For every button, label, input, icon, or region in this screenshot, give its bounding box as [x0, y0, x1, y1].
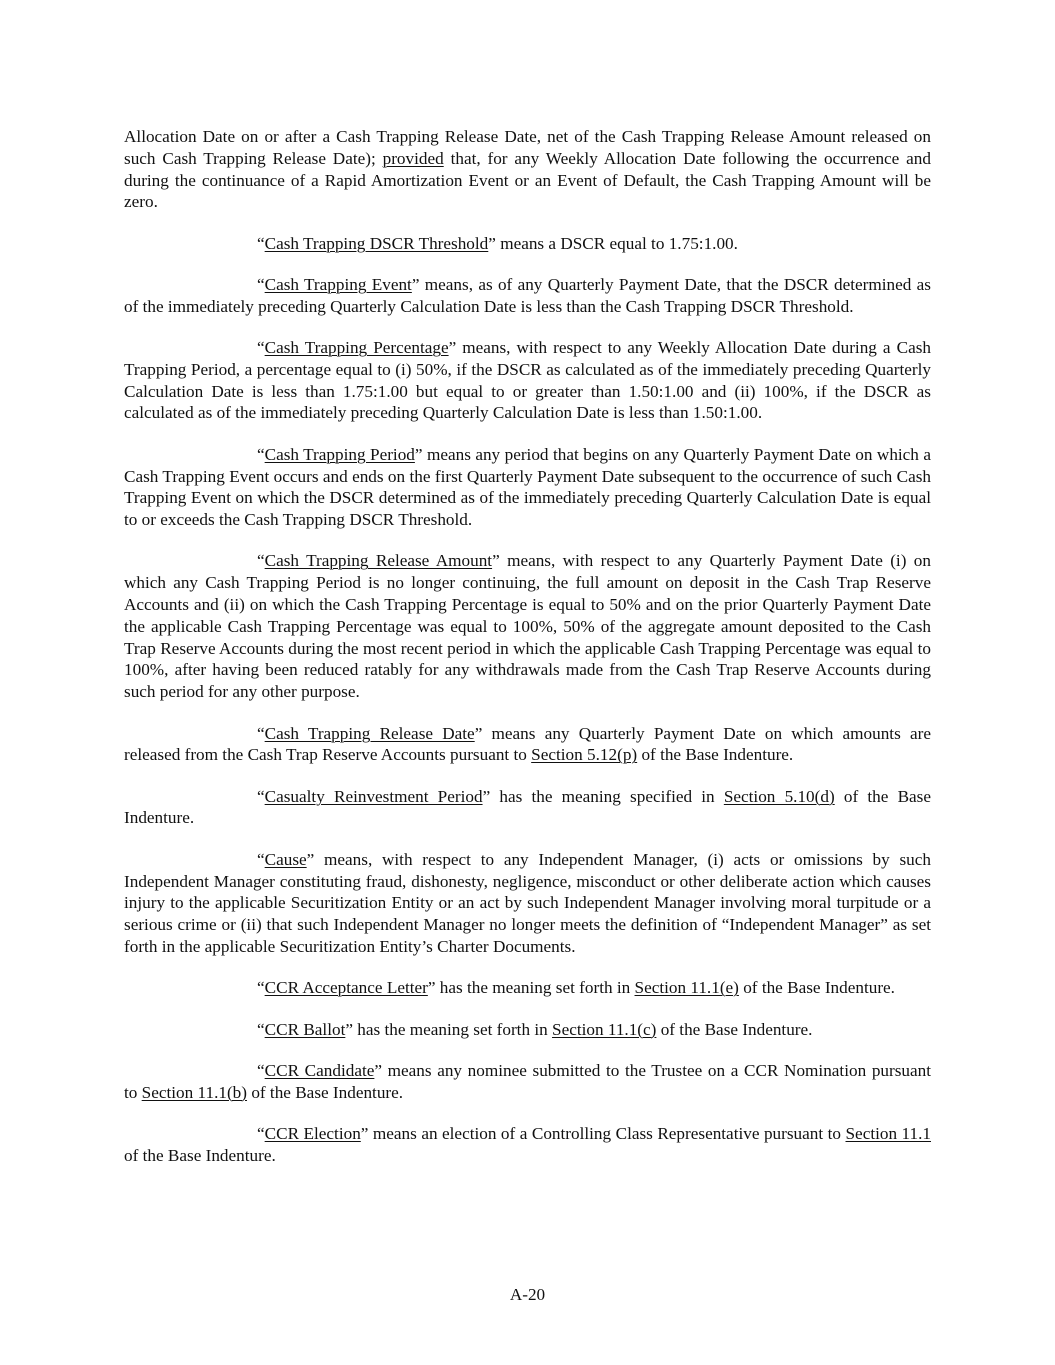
text-run: “	[257, 786, 265, 806]
definition-cash-trapping-release-amount	[124, 550, 931, 703]
text-run: of the Base Indenture.	[637, 745, 794, 765]
definition-cash-trapping-period	[124, 444, 931, 531]
text-run: “	[257, 338, 265, 358]
underlined-term: Cash Trapping Release Amount	[264, 551, 493, 571]
text-run: “	[257, 1123, 265, 1143]
text-run: of the Base Indenture.	[124, 1145, 276, 1165]
underlined-term: Cause	[264, 849, 307, 869]
underlined-term: Cash Trapping Period	[264, 444, 415, 464]
text-run: “	[257, 444, 265, 464]
underlined-term: Cash Trapping Event	[264, 274, 412, 294]
underlined-term: CCR Election	[264, 1123, 361, 1143]
text-run: ” means any nominee submitted to the Trustee on a CCR Nomination pursuant to	[124, 1060, 932, 1102]
text-run: ” means, with respect to any Quarterly Payment Date (i) on which any Cash Trapping Period is no longer continuing, the full amount on deposit in the Cash Trap Reserve Accounts and (ii) on which the Cash Trapping Percentage is equal to 50% and on the prior Quarterly Payment Date the applicable Cash Trapping Percentage was equal to 100%, 50% of the aggregate amount deposited to the Cash Trap Reserve Accounts during the most recent period in which the applicable Cash Trapping Percentage was equal to 100%, after having been reduced ratably for any withdrawals made from the Cash Trap Reserve Accounts during such period for any other purpose.	[124, 551, 931, 702]
text-run: “	[257, 551, 265, 571]
page-number: A-20	[509, 1285, 546, 1304]
text-run: ” means, as of any Quarterly Payment Date, that the DSCR determined as of the immediately preceding Quarterly Calculation Date is less than the Cash Trapping DSCR Threshold.	[124, 274, 932, 316]
text-run: ” means, with respect to any Weekly Allocation Date during a Cash Trapping Period, a percentage equal to (i) 50%, if the DSCR as calculated as of the immediately preceding Quarterly Calculation Date is less than 1.75:1.00 but equal to or greater than 1.50:1.00 and (ii) 100%, if the DSCR as calculated as of the immediately preceding Quarterly Calculation Date is less than 1.50:1.00.	[124, 338, 931, 423]
text-run: of the Base Indenture.	[738, 978, 895, 998]
definition-cause	[124, 849, 931, 958]
underlined-term: Section 11.1	[845, 1123, 931, 1143]
text-run: “	[257, 1019, 265, 1039]
text-run: ” means any period that begins on any Quarterly Payment Date on which a Cash Trapping Event occurs and ends on the first Quarterly Payment Date subsequent to the occurrence of such Cash Trapping Event on which the DSCR determined as of the immediately preceding Quarterly Calculation Date is equal to or exceeds the Cash Trapping DSCR Threshold.	[124, 444, 931, 530]
underlined-term: CCR Candidate	[264, 1060, 375, 1080]
definition-casualty-reinvestment-period	[124, 786, 931, 830]
text-run: ” means, with respect to any Independent Manager, (i) acts or omissions by such Independent Manager constituting fraud, dishonesty, negligence, misconduct or other deliberate action which causes injury to the applicable Securitization Entity or an act by such Independent Manager involving moral turpitude or a serious crime or (ii) that such Independent Manager no longer meets the definition of “Independent Manager” as set forth in the applicable Securitization Entity’s Charter Documents.	[124, 849, 931, 956]
underlined-term: Section 5.10(d)	[723, 786, 835, 806]
underlined-term: Cash Trapping DSCR Threshold	[264, 233, 489, 253]
definition-cash-trapping-percentage	[124, 337, 931, 424]
underlined-term: Section 5.12(p)	[531, 745, 638, 765]
text-run: ” means any Quarterly Payment Date on which amounts are released from the Cash Trap Reserve Accounts pursuant to	[124, 723, 931, 765]
underlined-term: Casualty Reinvestment Period	[264, 786, 483, 806]
underlined-term: provided	[382, 148, 444, 168]
text-run: that, for any Weekly Allocation Date following the occurrence and during the continuance of a Rapid Amortization Event or an Event of Default, the Cash Trapping Amount will be zero.	[124, 148, 931, 212]
underlined-term: Cash Trapping Release Date	[264, 723, 475, 743]
text-run: ” means a DSCR equal to 1.75:1.00.	[488, 233, 738, 253]
definition-cash-trapping-release-date	[124, 723, 931, 767]
definition-ccr-ballot	[124, 1019, 931, 1041]
text-run: “	[257, 723, 265, 743]
continuation-paragraph	[124, 126, 931, 213]
underlined-term: CCR Acceptance Letter	[264, 978, 428, 998]
text-run: of the Base Indenture.	[247, 1082, 404, 1102]
underlined-term: Section 11.1(b)	[141, 1082, 248, 1102]
text-run: of the Base Indenture.	[656, 1019, 813, 1039]
text-run: “	[257, 1060, 265, 1080]
text-run: “	[257, 274, 265, 294]
definition-ccr-acceptance-letter	[124, 977, 931, 999]
definition-ccr-election	[124, 1123, 931, 1167]
definition-cash-trapping-dscr-threshold	[124, 233, 931, 255]
underlined-term: CCR Ballot	[264, 1019, 346, 1039]
underlined-term: Cash Trapping Percentage	[264, 338, 449, 358]
underlined-term: Section 11.1(c)	[552, 1019, 657, 1039]
text-run: ” has the meaning set forth in	[427, 978, 635, 998]
definition-ccr-candidate	[124, 1060, 931, 1104]
text-run: ” means an election of a Controlling Class Representative pursuant to	[360, 1123, 846, 1143]
text-run: ” has the meaning set forth in	[345, 1019, 553, 1039]
text-run: ” has the meaning specified in	[482, 786, 724, 806]
underlined-term: Section 11.1(e)	[634, 978, 739, 998]
document-body	[124, 126, 931, 1186]
text-run: “	[257, 233, 265, 253]
text-run: “	[257, 849, 265, 869]
text-run: of the Base Indenture.	[124, 786, 931, 828]
definition-cash-trapping-event	[124, 274, 931, 318]
text-run: “	[257, 978, 265, 998]
text-run: Allocation Date on or after a Cash Trapping Release Date, net of the Cash Trapping Release Amount released on such Cash Trapping Release Date);	[124, 127, 931, 168]
